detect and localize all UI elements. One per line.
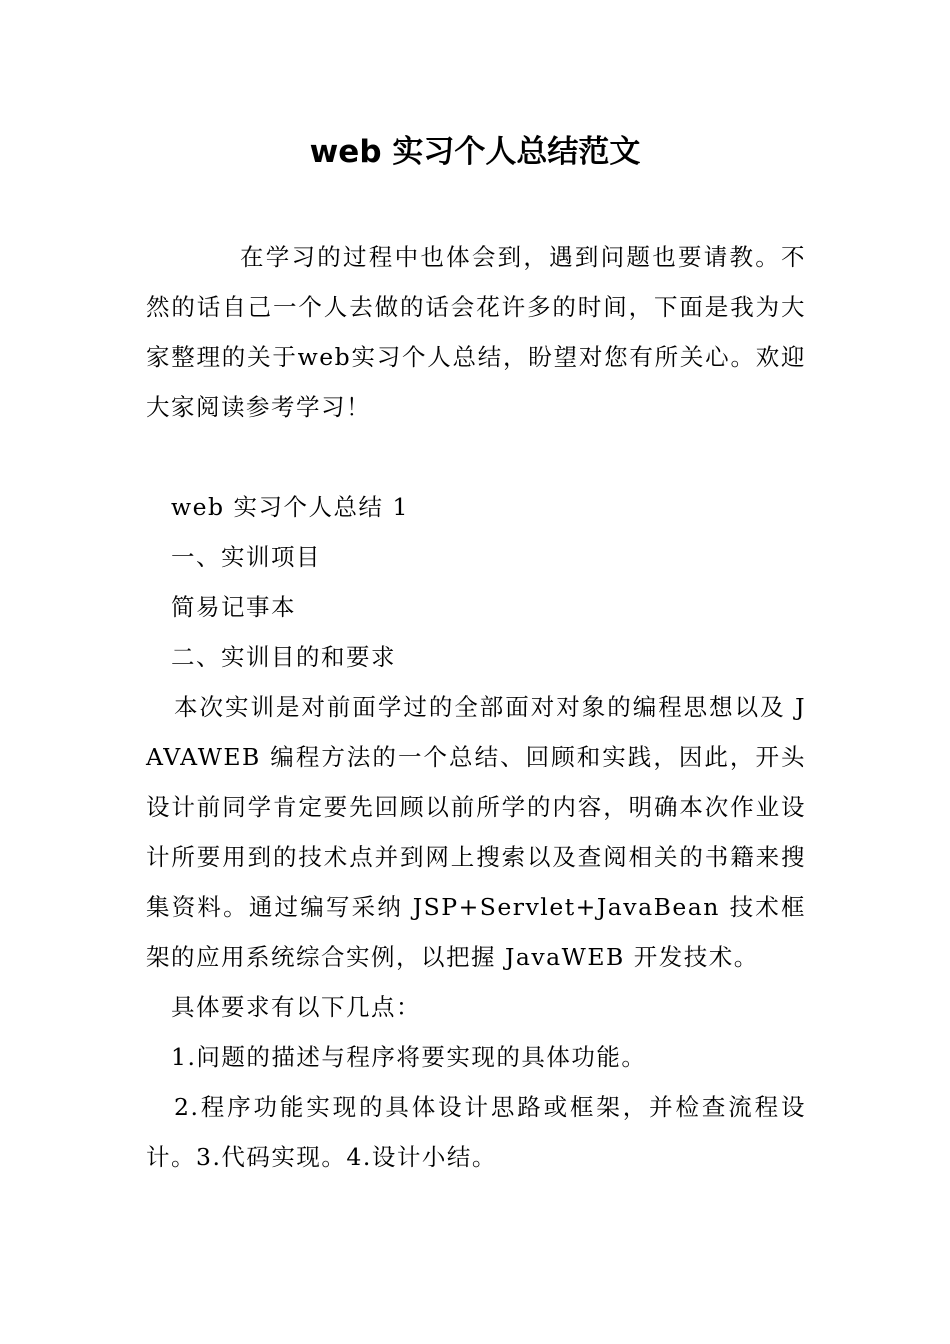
- item-heading-training-project: 一、实训项目: [171, 543, 321, 571]
- requirement-item-2: 2.程序功能实现的具体设计思路或框架，并检查流程设计。3.代码实现。4.设计小结。: [146, 1093, 806, 1171]
- requirement-item-1: 1.问题的描述与程序将要实现的具体功能。: [171, 1043, 647, 1071]
- section-heading: web 实习个人总结 1: [171, 493, 409, 521]
- document-title: web 实习个人总结范文: [309, 134, 641, 170]
- requirements-intro: 具体要求有以下几点：: [171, 993, 421, 1021]
- item-heading-goals: 二、实训目的和要求: [171, 643, 396, 671]
- item-body-training-project: 简易记事本: [171, 593, 296, 621]
- intro-paragraph: 在学习的过程中也体会到，遇到问题也要请教。不然的话自己一个人去做的话会花许多的时间，下面是我为大家整理的关于web实习个人总结，盼望对您有所关心。欢迎大家阅读参考学习！: [146, 243, 806, 421]
- item-body-goals: 本次实训是对前面学过的全部面对对象的编程思想以及 JAVAWEB 编程方法的一个总结、回顾和实践，因此，开头设计前同学肯定要先回顾以前所学的内容，明确本次作业设计所要用到的技术点并到网上搜索以及查阅相关的书籍来搜集资料。通过编写采纳 JSP+Servlet+JavaBean 技术框架的应用系统综合实例，以把握 JavaWEB 开发技术。: [146, 693, 806, 971]
- paragraph-spacer: [146, 432, 806, 482]
- document-body: [146, 232, 806, 1182]
